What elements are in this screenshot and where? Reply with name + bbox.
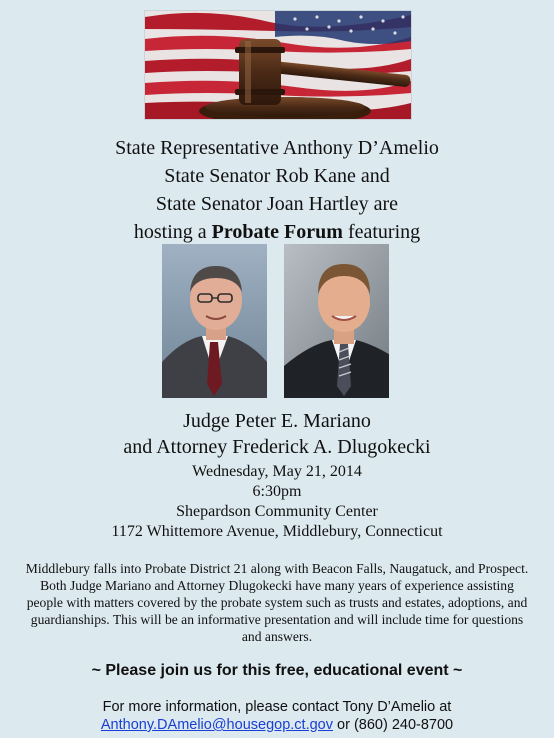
featured-speakers xyxy=(0,408,554,460)
invitation-line: ~ Please join us for this free, educational event ~ xyxy=(91,662,463,679)
headline-line-4-prefix: hosting a xyxy=(133,221,212,243)
contact-email-link[interactable]: Anthony.DAmelio@housegop.ct.gov xyxy=(100,717,333,733)
speaker-attorney: and Attorney Frederick A. Dlugokecki xyxy=(123,436,431,458)
headline-line-4 xyxy=(0,218,554,246)
contact-details xyxy=(0,716,554,734)
contact-phone: (860) 240-8700 xyxy=(353,717,454,733)
headline-line-4-suffix: featuring xyxy=(342,221,421,243)
headline-line-3: State Senator Joan Hartley are xyxy=(155,193,399,215)
event-venue: Shepardson Community Center xyxy=(176,503,378,520)
event-time: 6:30pm xyxy=(252,483,302,500)
event-description: Middlebury falls into Probate District 21 along with Beacon Falls, Naugatuck, and Prospect. Both Judge Mariano and Attorney Dlugokecki have many years of experience assisting people with matters covered by the probate system such as trusts and estates, adoptions, and guardianships. This will be an informative presentation and will include time for questions and answers. xyxy=(25,561,529,644)
event-date: Wednesday, May 21, 2014 xyxy=(192,463,362,480)
contact-info xyxy=(0,698,554,734)
probate-forum-label: Probate Forum xyxy=(211,221,343,243)
judge-portrait-photo xyxy=(162,244,267,398)
headline xyxy=(0,134,554,246)
contact-connector: or xyxy=(332,717,354,733)
event-details xyxy=(0,462,554,542)
gavel-icon xyxy=(145,11,411,119)
attorney-portrait-photo xyxy=(284,244,389,398)
speaker-judge: Judge Peter E. Mariano xyxy=(183,410,371,432)
gavel-flag-banner xyxy=(144,10,412,120)
contact-line: For more information, please contact Tony D’Amelio at xyxy=(102,699,452,715)
event-address: 1172 Whittemore Avenue, Middlebury, Connecticut xyxy=(111,523,443,540)
headline-line-2: State Senator Rob Kane and xyxy=(164,165,390,187)
headline-line-1: State Representative Anthony D’Amelio xyxy=(115,137,439,159)
